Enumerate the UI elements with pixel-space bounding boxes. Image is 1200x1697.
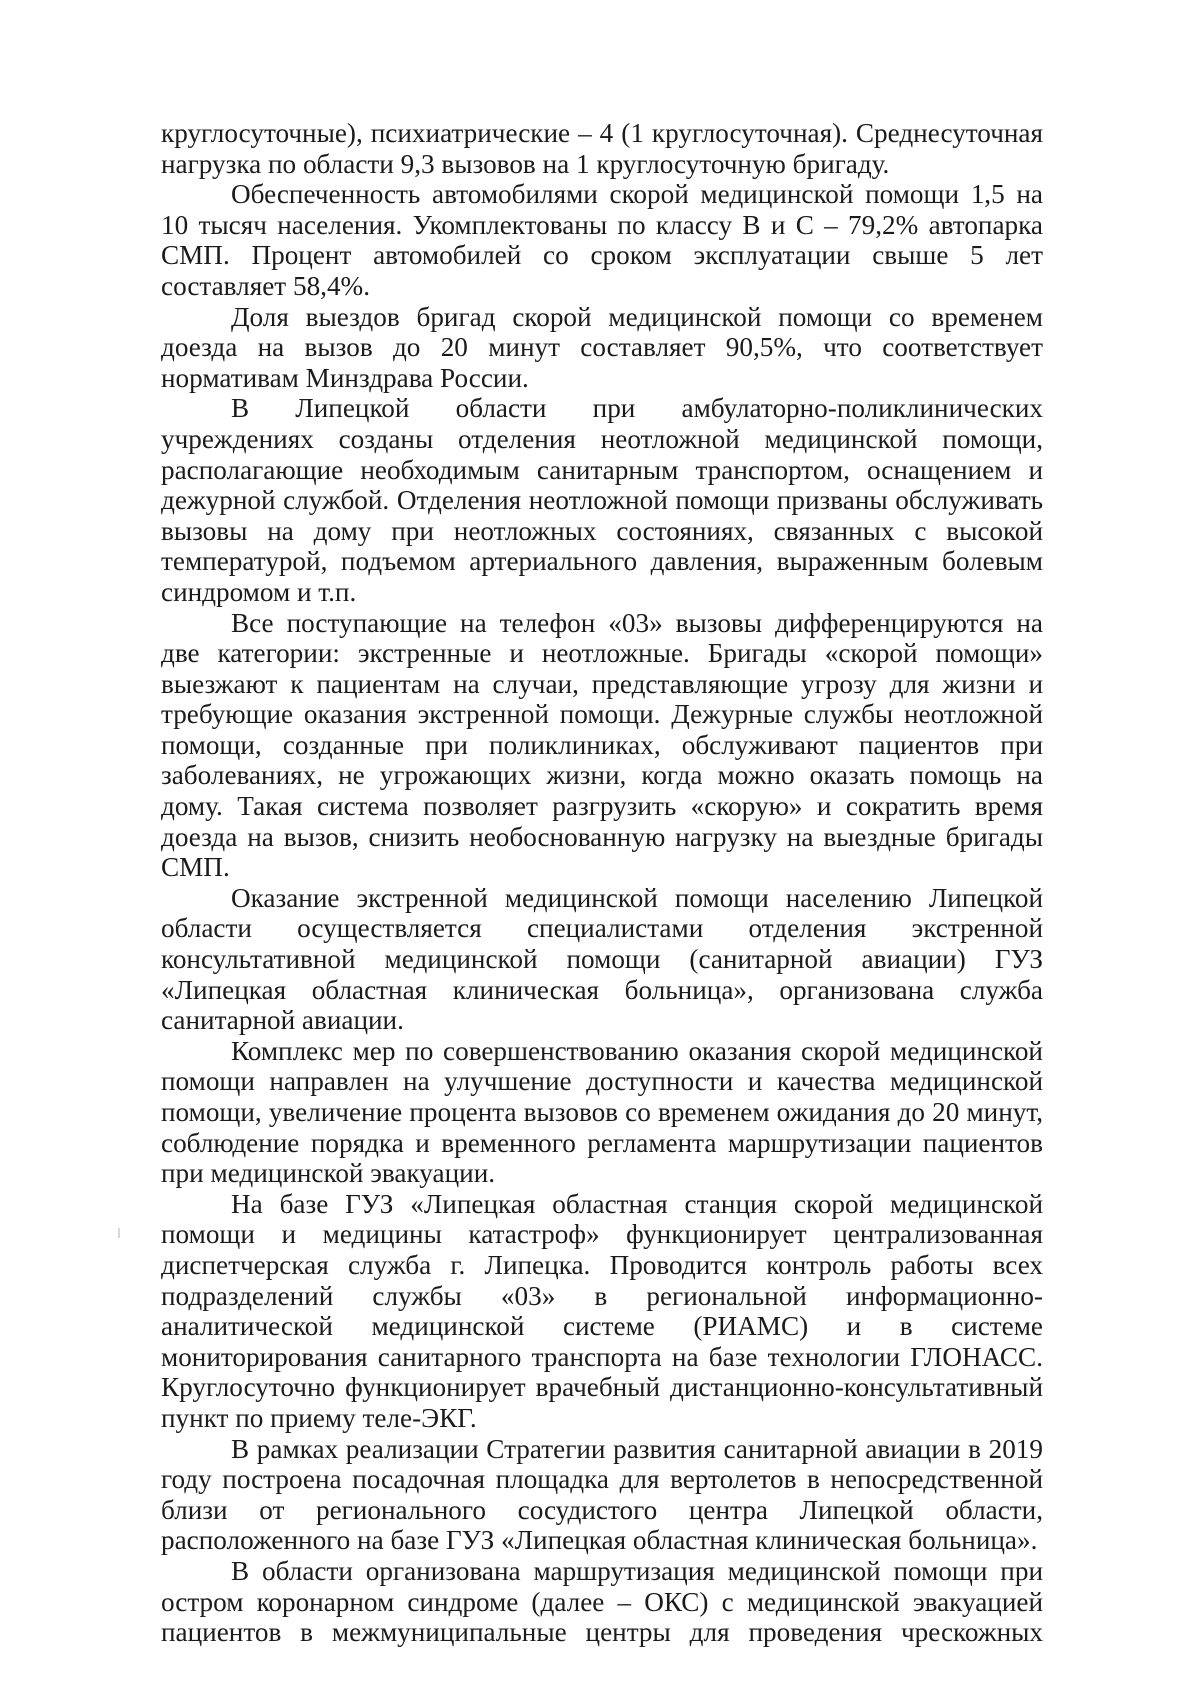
paragraph-9: В рамках реализации Стратегии развития санитарной авиации в 2019 году построена посадочная площадка для вертолетов в непосредственной близи от регионального сосудистого центра Липецкой области, расположенного на базе ГУЗ «Липецкая областная клиническая больница».	[161, 1433, 1043, 1556]
paragraph-6: Оказание экстренной медицинской помощи населению Липецкой области осуществляется специалистами отделения экстренной консультативной медицинской помощи (санитарной авиации) ГУЗ «Липецкая областная клиническая больница», организована служба санитарной авиации.	[161, 882, 1043, 1036]
paragraph-3: Доля выездов бригад скорой медицинской помощи со временем доезда на вызов до 20 минут составляет 90,5%, что соответствует нормативам Минздрава России.	[161, 301, 1043, 393]
paragraph-8: На базе ГУЗ «Липецкая областная станция скорой медицинской помощи и медицины катастроф» функционирует централизованная диспетчерская служба г. Липецка. Проводится контроль работы всех подразделений службы «03» в региональной информационно-аналитической медицинской системе (РИАМС) и в системе мониторирования санитарного транспорта на базе технологии ГЛОНАСС. Круглосуточно функционирует врачебный дистанционно-консультативный пункт по приему теле-ЭКГ.	[161, 1188, 1043, 1433]
paragraph-2: Обеспеченность автомобилями скорой медицинской помощи 1,5 на 10 тысяч населения. Укомплектованы по классу В и С – 79,2% автопарка СМП. Процент автомобилей со сроком эксплуатации свыше 5 лет составляет 58,4%.	[161, 179, 1043, 301]
document-body	[161, 118, 1043, 1648]
paragraph-4: В Липецкой области при амбулаторно-поликлинических учреждениях созданы отделения неотложной медицинской помощи, располагающие необходимым санитарным транспортом, оснащением и дежурной службой. Отделения неотложной помощи призваны обслуживать вызовы на дому при неотложных состояниях, связанных с высокой температурой, подъемом артериального давления, выраженным болевым синдромом и т.п.	[161, 393, 1043, 607]
paragraph-7: Комплекс мер по совершенствованию оказания скорой медицинской помощи направлен на улучшение доступности и качества медицинской помощи, увеличение процента вызовов со временем ожидания до 20 минут, соблюдение порядка и временного регламента маршрутизации пациентов при медицинской эвакуации.	[161, 1035, 1043, 1189]
paragraph-1: круглосуточные), психиатрические – 4 (1 круглосуточная). Среднесуточная нагрузка по области 9,3 вызовов на 1 круглосуточную бригаду.	[161, 118, 1043, 179]
margin-mark	[118, 1228, 120, 1238]
paragraph-10: В области организована маршрутизация медицинской помощи при остром коронарном синдроме (далее – ОКС) с медицинской эвакуацией пациентов в межмуниципальные центры для проведения чрескожных	[161, 1555, 1043, 1648]
paragraph-5: Все поступающие на телефон «03» вызовы дифференцируются на две категории: экстренные и неотложные. Бригады «скорой помощи» выезжают к пациентам на случаи, представляющие угрозу для жизни и требующие оказания экстренной помощи. Дежурные службы неотложной помощи, созданные при поликлиниках, обслуживают пациентов при заболеваниях, не угрожающих жизни, когда можно оказать помощь на дому. Такая система позволяет разгрузить «скорую» и сократить время доезда на вызов, снизить необоснованную нагрузку на выездные бригады СМП.	[161, 607, 1043, 883]
